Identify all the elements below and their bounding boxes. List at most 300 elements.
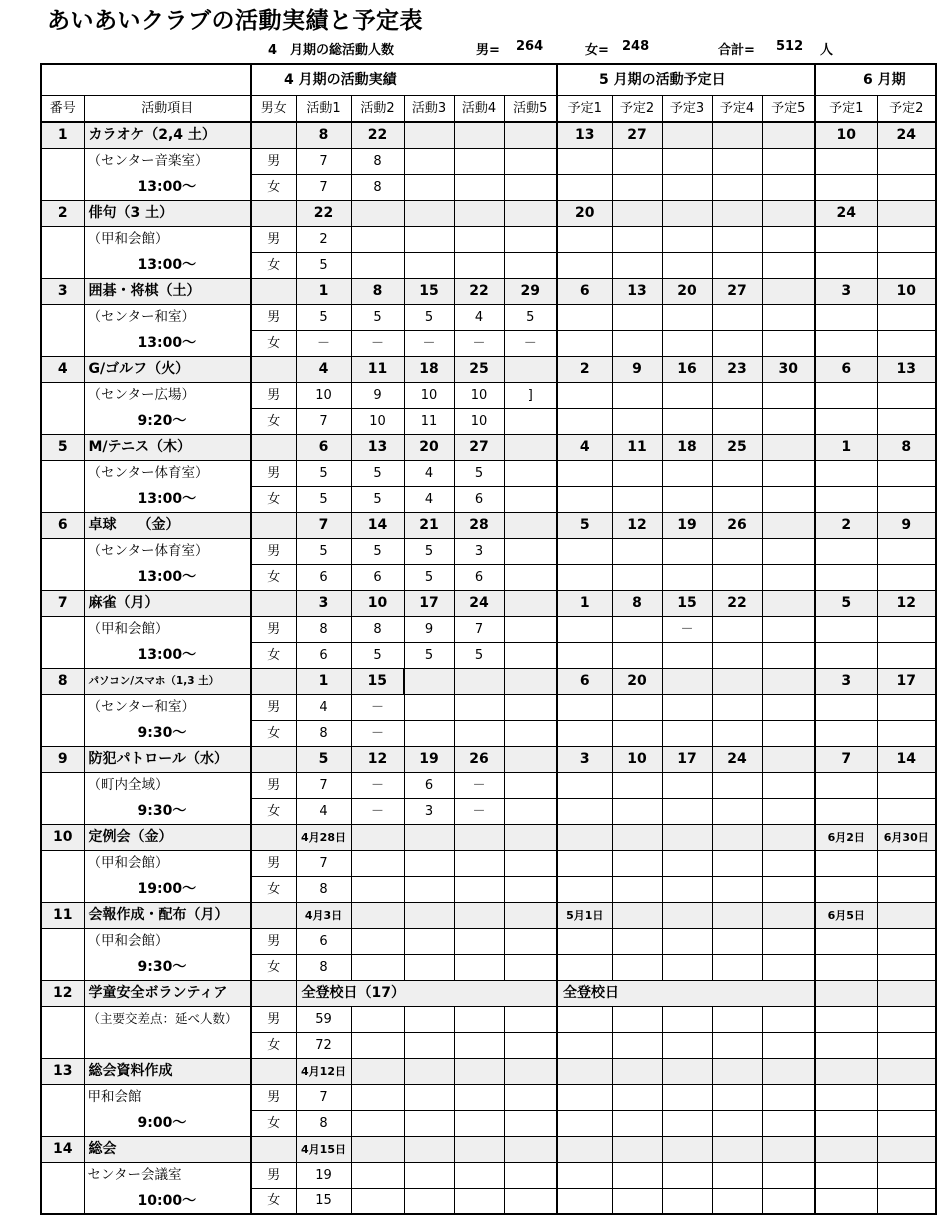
may-plan-1 (557, 460, 612, 486)
activity-time-row (41, 954, 936, 980)
activity-number: 12 (41, 980, 84, 1006)
activity-time-row (41, 798, 936, 824)
may-plan-5 (762, 668, 815, 694)
activity-number (41, 798, 84, 824)
activity-number (41, 564, 84, 590)
april-result-4: 28 (454, 512, 504, 538)
may-plan-2 (612, 616, 662, 642)
april-result-1: 2 (296, 226, 351, 252)
april-result-1: 7 (296, 512, 351, 538)
april-result-1: 59 (296, 1006, 351, 1032)
activity-start-time: 9:00～ (84, 1110, 251, 1136)
april-result-1: － (296, 330, 351, 356)
activity-title-row (41, 356, 936, 382)
june-plan-2: 13 (877, 356, 936, 382)
june-plan-2 (877, 1110, 936, 1136)
gender-cell: 男 (251, 772, 296, 798)
june-plan-1: 3 (815, 668, 877, 694)
april-result-5: 5 (504, 304, 557, 330)
may-plan-4 (712, 564, 762, 590)
may-plan-2 (612, 486, 662, 512)
june-plan-2 (877, 954, 936, 980)
activity-location: （センター体育室） (84, 460, 251, 486)
may-plan-5 (762, 200, 815, 226)
april-result-1: 10 (296, 382, 351, 408)
april-result-2: 11 (351, 356, 404, 382)
may-plan-1 (557, 1162, 612, 1188)
april-result-4 (454, 1058, 504, 1084)
april-result-1: 22 (296, 200, 351, 226)
june-plan-2 (877, 902, 936, 928)
activity-title-row (41, 746, 936, 772)
may-plan-5 (762, 434, 815, 460)
may-plan-1 (557, 1136, 612, 1162)
april-result-4 (454, 954, 504, 980)
april-result-1: 7 (296, 148, 351, 174)
april-result-2 (351, 928, 404, 954)
may-plan-3 (662, 928, 712, 954)
gender-cell (251, 512, 296, 538)
april-result-1: 4月15日 (296, 1136, 351, 1162)
may-plan-4: 27 (712, 278, 762, 304)
may-plan-2 (612, 1032, 662, 1058)
april-result-3: 4 (404, 460, 454, 486)
may-plan-3 (662, 200, 712, 226)
may-plan-2: 11 (612, 434, 662, 460)
may-plan-1 (557, 564, 612, 590)
may-plan-3 (662, 564, 712, 590)
gender-cell: 女 (251, 252, 296, 278)
col-header-gender: 男女 (251, 95, 296, 122)
june-plan-1 (815, 1110, 877, 1136)
activity-number (41, 928, 84, 954)
may-plan-header: 5 月期の活動予定日 (557, 64, 815, 95)
may-plan-5 (762, 486, 815, 512)
june-plan-1 (815, 1006, 877, 1032)
may-plan-5 (762, 772, 815, 798)
activity-time-row (41, 252, 936, 278)
may-plan-3 (662, 408, 712, 434)
activity-number (41, 616, 84, 642)
gender-cell (251, 1136, 296, 1162)
may-plan-1 (557, 928, 612, 954)
june-plan-1 (815, 928, 877, 954)
activity-title-row (41, 278, 936, 304)
may-plan-5 (762, 460, 815, 486)
activity-start-time: 13:00～ (84, 642, 251, 668)
may-plan-5 (762, 278, 815, 304)
activity-loc-row (41, 304, 936, 330)
may-plan-5 (762, 330, 815, 356)
april-result-1: 7 (296, 772, 351, 798)
may-plan-4 (712, 850, 762, 876)
april-result-3 (404, 200, 454, 226)
april-result-1: 8 (296, 616, 351, 642)
col-header-june-plan-1: 予定1 (815, 95, 877, 122)
june-plan-2: 17 (877, 668, 936, 694)
activity-number: 11 (41, 902, 84, 928)
col-header-may-plan-3: 予定3 (662, 95, 712, 122)
may-plan-2 (612, 876, 662, 902)
page-title: あいあいクラブの活動実績と予定表 (47, 8, 423, 34)
may-plan-2 (612, 200, 662, 226)
june-plan-2 (877, 174, 936, 200)
activity-number (41, 226, 84, 252)
activity-time-row (41, 1110, 936, 1136)
activity-start-time: 13:00～ (84, 486, 251, 512)
april-result-4: 10 (454, 408, 504, 434)
april-result-1: 7 (296, 850, 351, 876)
activity-number (41, 252, 84, 278)
may-plan-2: 13 (612, 278, 662, 304)
june-plan-2 (877, 538, 936, 564)
may-plan-1 (557, 1032, 612, 1058)
april-result-1: 4 (296, 694, 351, 720)
may-plan-1 (557, 876, 612, 902)
may-plan-1 (557, 304, 612, 330)
activity-number: 9 (41, 746, 84, 772)
april-result-3 (404, 1188, 454, 1214)
april-result-3 (404, 148, 454, 174)
june-plan-2 (877, 928, 936, 954)
may-plan-3 (662, 174, 712, 200)
may-plan-3 (662, 460, 712, 486)
activity-table (40, 63, 937, 1215)
april-result-3: 17 (404, 590, 454, 616)
gender-cell: 女 (251, 330, 296, 356)
june-plan-2 (877, 980, 936, 1006)
april-result-1: 4月28日 (296, 824, 351, 850)
april-result-2: 12 (351, 746, 404, 772)
april-result-3 (404, 824, 454, 850)
april-result-3: 5 (404, 538, 454, 564)
june-plan-2 (877, 876, 936, 902)
april-result-4 (454, 1188, 504, 1214)
june-plan-2 (877, 408, 936, 434)
june-plan-1 (815, 980, 877, 1006)
april-result-4 (454, 148, 504, 174)
april-result-3 (404, 928, 454, 954)
gender-cell: 女 (251, 642, 296, 668)
april-result-3: 18 (404, 356, 454, 382)
gender-cell (251, 200, 296, 226)
may-plan-5 (762, 850, 815, 876)
april-result-2 (351, 226, 404, 252)
april-result-1: 7 (296, 1084, 351, 1110)
activity-number (41, 1188, 84, 1214)
may-plan-3 (662, 304, 712, 330)
may-plan-1 (557, 772, 612, 798)
may-plan-3 (662, 122, 712, 148)
may-plan-1 (557, 1058, 612, 1084)
april-result-1: 6 (296, 434, 351, 460)
may-plan-1 (557, 850, 612, 876)
june-plan-2 (877, 304, 936, 330)
april-result-5 (504, 720, 557, 746)
june-plan-2 (877, 1058, 936, 1084)
april-result-3: 19 (404, 746, 454, 772)
may-plan-3 (662, 642, 712, 668)
may-plan-2 (612, 382, 662, 408)
gender-cell: 女 (251, 1188, 296, 1214)
may-plan-2 (612, 330, 662, 356)
april-result-3: 5 (404, 564, 454, 590)
may-plan-4 (712, 928, 762, 954)
june-plan-1 (815, 538, 877, 564)
june-plan-1 (815, 148, 877, 174)
april-result-4: 6 (454, 564, 504, 590)
may-plan-1 (557, 252, 612, 278)
june-plan-2: 9 (877, 512, 936, 538)
activity-time-row (41, 1032, 936, 1058)
gender-cell: 男 (251, 226, 296, 252)
may-plan-3: 20 (662, 278, 712, 304)
june-plan-1 (815, 720, 877, 746)
april-result-4 (454, 1136, 504, 1162)
may-plan-4 (712, 694, 762, 720)
may-plan-1: 5月1日 (557, 902, 612, 928)
april-result-4 (454, 850, 504, 876)
may-plan-3 (662, 1058, 712, 1084)
april-result-4: 6 (454, 486, 504, 512)
may-plan-3 (662, 330, 712, 356)
activity-number: 8 (41, 668, 84, 694)
april-result-5 (504, 1032, 557, 1058)
may-plan-5 (762, 902, 815, 928)
gender-cell: 女 (251, 1032, 296, 1058)
april-result-2 (351, 1006, 404, 1032)
may-plan-4 (712, 1162, 762, 1188)
gender-cell: 男 (251, 1162, 296, 1188)
june-plan-1 (815, 642, 877, 668)
header-blank-cell (41, 64, 251, 95)
activity-number (41, 1162, 84, 1188)
may-plan-5 (762, 824, 815, 850)
april-result-1: 1 (296, 278, 351, 304)
may-plan-1 (557, 486, 612, 512)
april-result-4: 7 (454, 616, 504, 642)
activity-time-row (41, 564, 936, 590)
may-plan-1: 2 (557, 356, 612, 382)
april-result-2 (351, 200, 404, 226)
may-plan-2 (612, 902, 662, 928)
april-result-2: 8 (351, 278, 404, 304)
april-result-5 (504, 746, 557, 772)
may-plan-4 (712, 486, 762, 512)
april-result-4 (454, 1084, 504, 1110)
summary-male-total: 264 (516, 39, 544, 54)
june-plan-2 (877, 720, 936, 746)
june-plan-1 (815, 174, 877, 200)
april-result-5 (504, 850, 557, 876)
june-plan-1: 2 (815, 512, 877, 538)
june-plan-header: 6 月期 (815, 64, 936, 95)
group-header-row (41, 64, 936, 95)
june-plan-2 (877, 642, 936, 668)
april-result-2: － (351, 720, 404, 746)
col-header-april-result-4: 活動4 (454, 95, 504, 122)
gender-cell (251, 122, 296, 148)
activity-location: （センター和室） (84, 304, 251, 330)
april-result-1: 1 (296, 668, 351, 694)
may-plan-2: 20 (612, 668, 662, 694)
april-result-1: 5 (296, 252, 351, 278)
may-plan-3 (662, 902, 712, 928)
may-plan-4 (712, 226, 762, 252)
activity-name: 囲碁・将棋（土） (84, 278, 251, 304)
april-result-2: 22 (351, 122, 404, 148)
activity-start-time: 9:30～ (84, 720, 251, 746)
may-plan-2 (612, 720, 662, 746)
june-plan-1 (815, 798, 877, 824)
activity-number (41, 174, 84, 200)
activity-loc-row (41, 148, 936, 174)
april-result-5 (504, 356, 557, 382)
may-plan-2: 10 (612, 746, 662, 772)
activity-start-time: 13:00～ (84, 564, 251, 590)
activity-title-row (41, 980, 936, 1006)
april-result-2: 5 (351, 486, 404, 512)
may-plan-4 (712, 1188, 762, 1214)
june-plan-2 (877, 1084, 936, 1110)
activity-number (41, 850, 84, 876)
april-result-4 (454, 1006, 504, 1032)
may-plan-5 (762, 746, 815, 772)
april-result-3: 20 (404, 434, 454, 460)
june-plan-2: 6月30日 (877, 824, 936, 850)
april-result-5 (504, 1110, 557, 1136)
may-plan-1: 3 (557, 746, 612, 772)
june-plan-1 (815, 252, 877, 278)
june-plan-2: 14 (877, 746, 936, 772)
activity-location: （主要交差点：延べ人数） (84, 1006, 251, 1032)
gender-cell: 女 (251, 486, 296, 512)
may-plan-5 (762, 408, 815, 434)
may-plan-4 (712, 876, 762, 902)
activity-number (41, 772, 84, 798)
april-result-1: 8 (296, 122, 351, 148)
june-plan-1 (815, 1162, 877, 1188)
may-plan-3: 15 (662, 590, 712, 616)
activity-number (41, 642, 84, 668)
april-result-4 (454, 1032, 504, 1058)
june-plan-2 (877, 200, 936, 226)
may-plan-3 (662, 1162, 712, 1188)
may-plan-1 (557, 174, 612, 200)
april-result-4 (454, 1110, 504, 1136)
may-plan-2 (612, 226, 662, 252)
may-plan-1 (557, 330, 612, 356)
april-result-5 (504, 902, 557, 928)
may-plan-1: 全登校日 (557, 980, 815, 1006)
june-plan-1: 10 (815, 122, 877, 148)
may-plan-3 (662, 694, 712, 720)
gender-cell (251, 746, 296, 772)
activity-name: 俳句（3 土） (84, 200, 251, 226)
activity-number: 13 (41, 1058, 84, 1084)
april-result-3 (404, 1006, 454, 1032)
april-result-5 (504, 928, 557, 954)
april-result-5 (504, 408, 557, 434)
activity-number (41, 1110, 84, 1136)
june-plan-2: 10 (877, 278, 936, 304)
may-plan-3 (662, 720, 712, 746)
june-plan-2 (877, 1162, 936, 1188)
gender-cell: 女 (251, 798, 296, 824)
gender-cell: 男 (251, 382, 296, 408)
may-plan-3 (662, 1032, 712, 1058)
may-plan-2 (612, 252, 662, 278)
gender-cell: 男 (251, 148, 296, 174)
april-result-4: － (454, 330, 504, 356)
june-plan-2 (877, 772, 936, 798)
activity-number (41, 954, 84, 980)
may-plan-2 (612, 772, 662, 798)
april-result-2: 6 (351, 564, 404, 590)
gender-cell: 男 (251, 304, 296, 330)
summary-period-label: 4 月期の総活動人数 (268, 43, 395, 58)
activity-time-row (41, 174, 936, 200)
may-plan-1 (557, 1006, 612, 1032)
june-plan-1: 6 (815, 356, 877, 382)
april-result-1: 8 (296, 954, 351, 980)
may-plan-1 (557, 954, 612, 980)
april-result-4 (454, 1162, 504, 1188)
april-result-2: 14 (351, 512, 404, 538)
may-plan-2 (612, 304, 662, 330)
april-result-3: 11 (404, 408, 454, 434)
may-plan-1 (557, 824, 612, 850)
may-plan-3 (662, 954, 712, 980)
april-result-4: 3 (454, 538, 504, 564)
april-result-3 (404, 1162, 454, 1188)
activity-loc-row (41, 1006, 936, 1032)
june-plan-2 (877, 1032, 936, 1058)
activity-loc-row (41, 226, 936, 252)
june-plan-2 (877, 694, 936, 720)
activity-number (41, 408, 84, 434)
may-plan-1 (557, 382, 612, 408)
activity-start-time: 13:00～ (84, 330, 251, 356)
june-plan-1: 6月5日 (815, 902, 877, 928)
april-result-2 (351, 1110, 404, 1136)
april-result-3 (404, 876, 454, 902)
april-result-1: 3 (296, 590, 351, 616)
april-result-2: 15 (351, 668, 404, 694)
june-plan-2 (877, 460, 936, 486)
may-plan-5 (762, 1032, 815, 1058)
may-plan-3 (662, 876, 712, 902)
april-result-1: 4月12日 (296, 1058, 351, 1084)
may-plan-4 (712, 460, 762, 486)
gender-cell (251, 902, 296, 928)
may-plan-2 (612, 798, 662, 824)
june-plan-2 (877, 798, 936, 824)
activity-title-row (41, 902, 936, 928)
april-result-5 (504, 642, 557, 668)
april-result-2 (351, 252, 404, 278)
may-plan-5 (762, 1006, 815, 1032)
may-plan-4 (712, 538, 762, 564)
activity-name: 防犯パトロール（水） (84, 746, 251, 772)
activity-number (41, 1006, 84, 1032)
may-plan-2 (612, 408, 662, 434)
gender-cell (251, 278, 296, 304)
april-result-4: － (454, 798, 504, 824)
may-plan-1 (557, 538, 612, 564)
april-result-2: 9 (351, 382, 404, 408)
april-result-5: ] (504, 382, 557, 408)
